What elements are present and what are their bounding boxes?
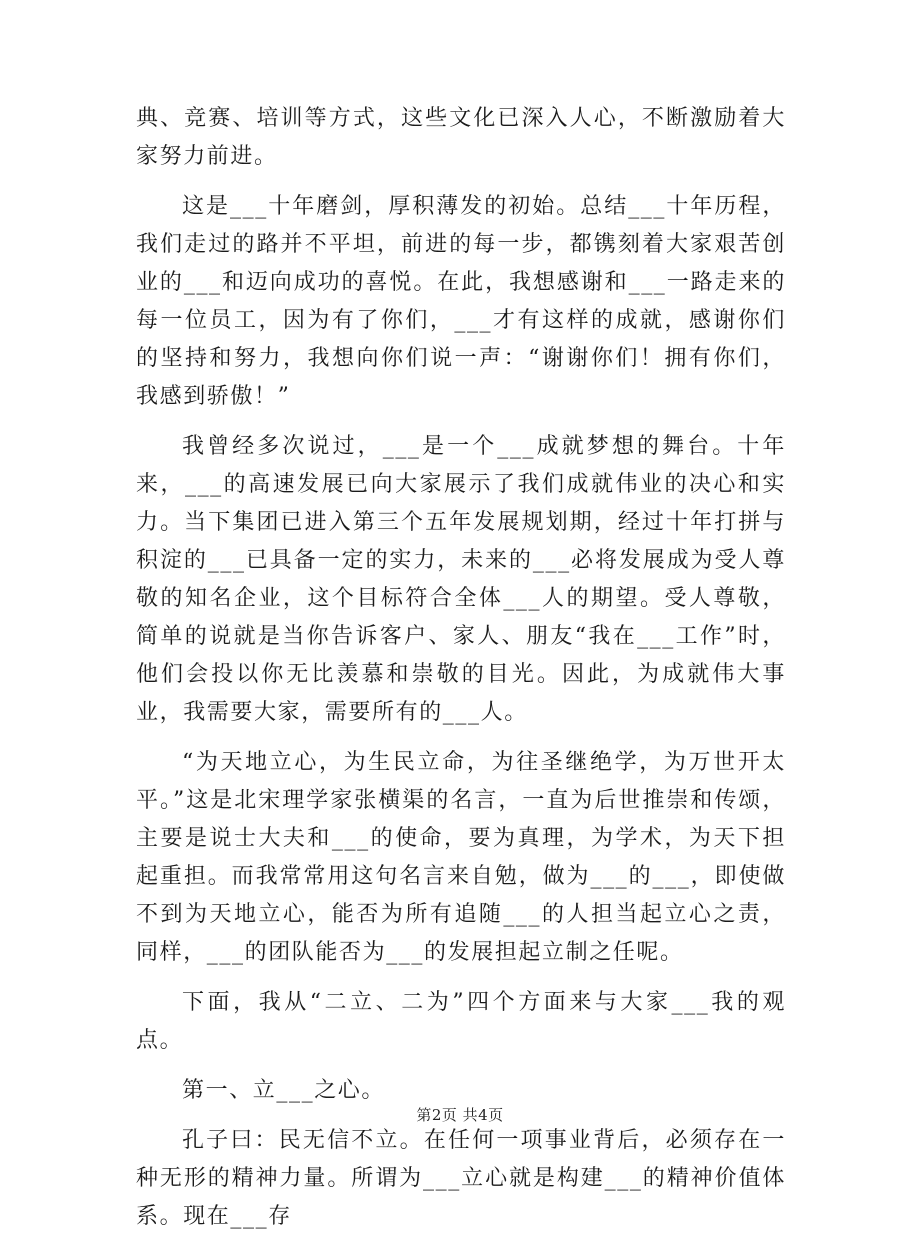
paragraph-section-heading: 第一、立___之心。 [182, 1078, 386, 1103]
page-number-footer: 第2页 共4页 [416, 1106, 504, 1124]
paragraph-ten-years: 这是___十年磨剑，厚积薄发的初始。总结___十年历程，我们走过的路并不平坦，前进的每一步，都镌刻着大家艰苦创业的___和迈向成功的喜悦。在此，我想感谢和___一路走来的每一位员工，因为有了你们，___才有这样的成就，感谢你们的坚持和努力，我想向你们说一声：“谢谢你们！拥有你们，我感到骄傲！” [136, 194, 786, 409]
document-body [136, 100, 786, 1248]
paragraph-dream-stage: 我曾经多次说过，___是一个___成就梦想的舞台。十年来，___的高速发展已向大家展示了我们成就伟业的决心和实力。当下集团已进入第三个五年发展规划期，经过十年打拼与积淀的___已具备一定的实力，未来的___必将发展成为受人尊敬的知名企业，这个目标符合全体___人的期望。受人尊敬，简单的说就是当你告诉客户、家人、朋友“我在___工作”时，他们会投以你无比羡慕和崇敬的目光。因此，为成就伟大事业，我需要大家，需要所有的___人。 [136, 434, 786, 725]
paragraph-zhang-hengqu-quote: “为天地立心，为生民立命，为往圣继绝学，为万世开太平。”这是北宋理学家张横渠的名言，一直为后世推崇和传颂，主要是说士大夫和___的使命，要为真理，为学术，为天下担起重担。而我常常用这句名言来自勉，做为___的___，即使做不到为天地立心，能否为所有追随___的人担当起立心之责，同样，___的团队能否为___的发展担起立制之任呢。 [136, 750, 786, 965]
paragraph-four-aspects: 下面，我从“二立、二为”四个方面来与大家___我的观点。 [136, 990, 786, 1053]
paragraph-confucius: 孔子曰：民无信不立。在任何一项事业背后，必须存在一种无形的精神力量。所谓为___立心就是构建___的精神价值体系。现在___存 [136, 1128, 786, 1229]
paragraph-continuation: 典、竞赛、培训等方式，这些文化已深入人心，不断激励着大家努力前进。 [136, 106, 786, 169]
